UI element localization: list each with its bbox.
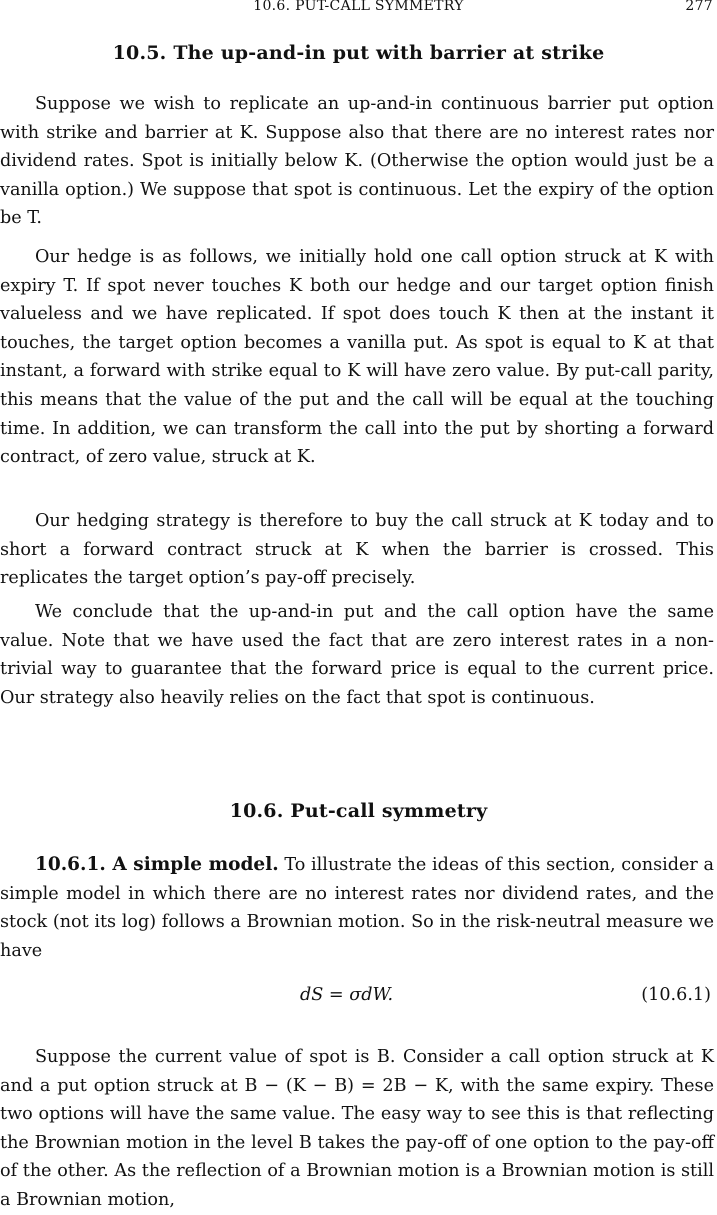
paragraph-4: We conclude that the up-and-in put and the call option have the same value. Note that we have used the fact that are zero interest rates in a non-trivial way to guarantee that the forward price is equal to the current price. Our strategy also heavily relies on the fact that spot is continuous. <box>0 602 714 708</box>
paragraph-1: Suppose we wish to replicate an up-and-in continuous barrier put option with strike and barrier at K. Suppose also that there are no interest rates nor dividend rates. Spot is initially below K. (Otherwise the option would just be a vanilla option.) We suppose that spot is continuous. Let the expiry of the option be T. <box>0 94 714 229</box>
section-heading-10-5: 10.5. The up-and-in put with barrier at strike <box>112 42 605 64</box>
subsection-text: To illustrate the ideas of this section, consider a simple model in which there are no interest rates nor dividend rates, and the stock (not its log) follows a Brownian motion. So in the risk-neutral measure we have <box>0 855 715 961</box>
running-header <box>0 0 717 16</box>
equation-row <box>0 985 714 1013</box>
equation-number: (10.6.1) <box>641 985 711 1005</box>
section-heading-10-6: 10.6. Put-call symmetry <box>229 800 488 822</box>
subsection-heading: 10.6.1. A simple model. <box>35 854 279 875</box>
equation: dS = σdW. <box>300 985 394 1005</box>
paragraph-5: Suppose the current value of spot is B. Consider a call option struck at K and a put option struck at B − (K − B) = 2B − K, with the same expiry. These two options will have the same value. The easy way to see this is that reflecting the Brownian motion in the level B takes the pay-off of one option to the pay-off of the other. As the reflection of a Brownian motion is a Brownian motion is still a Brownian motion, <box>0 1047 714 1210</box>
running-title: 10.6. PUT-CALL SYMMETRY <box>253 0 464 14</box>
paragraph-3: Our hedging strategy is therefore to buy the call struck at K today and to short a forward contract struck at K when the barrier is crossed. This replicates the target option’s pay-off precisely. <box>0 511 714 589</box>
paragraph-2: Our hedge is as follows, we initially hold one call option struck at K with expiry T. If spot never touches K both our hedge and our target option finish valueless and we have replicated. If spot does touch K then at the instant it touches, the target option becomes a vanilla put. As spot is equal to K at that instant, a forward with strike equal to K will have zero value. By put-call parity, this means that the value of the put and the call will be equal at the touching time. In addition, we can transform the call into the put by shorting a forward contract, of zero value, struck at K. <box>0 247 714 468</box>
subsection-paragraph <box>0 851 714 965</box>
page-number: 277 <box>685 0 713 14</box>
